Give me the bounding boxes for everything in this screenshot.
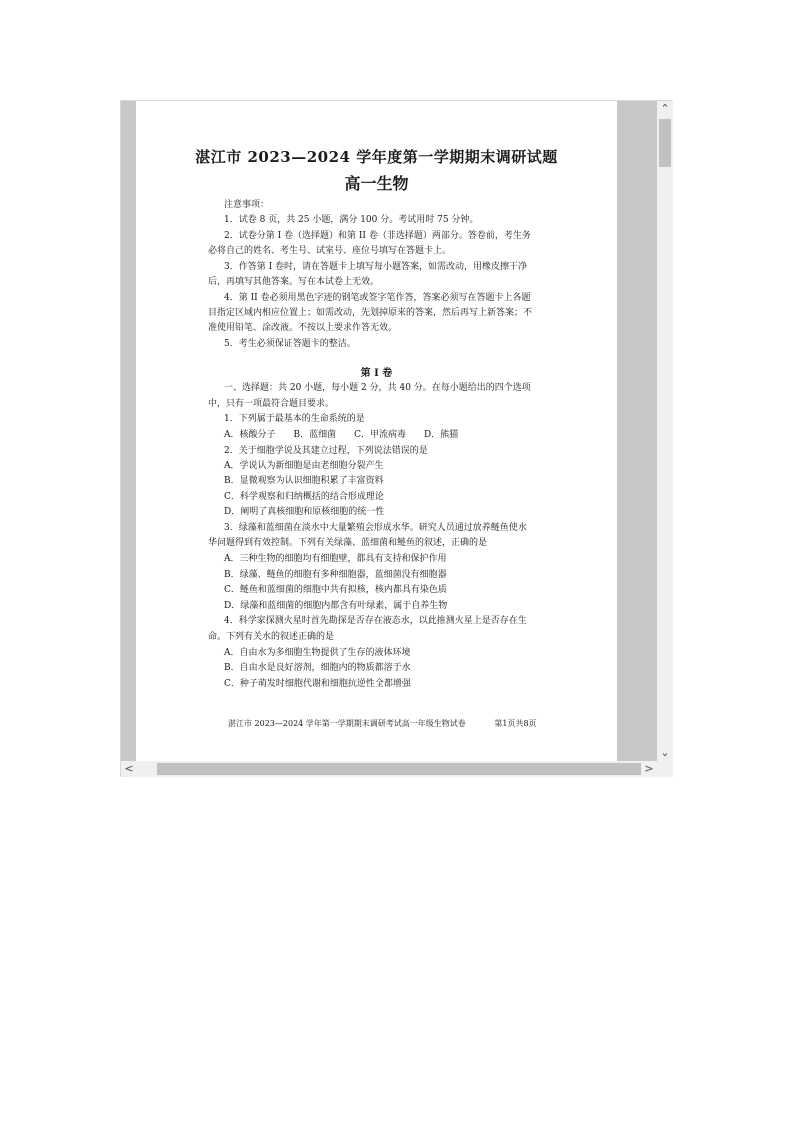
option-line: B．绿藻、鲢鱼的细胞有多种细胞器，蓝细菌没有细胞器 <box>224 570 447 580</box>
section-title: 第 I 卷 <box>360 368 393 379</box>
option-line: B．显微观察为认识细胞积累了丰富资料 <box>224 476 384 486</box>
section-intro: 中，只有一项最符合题目要求。 <box>208 399 335 409</box>
option-line: A．自由水为多细胞生物提供了生存的液体环境 <box>224 648 411 658</box>
scroll-left-icon[interactable]: < <box>124 762 134 775</box>
scrollbar-corner <box>657 761 673 777</box>
note-line: 4．第 II 卷必须用黑色字迹的钢笔或签字笔作答，答案必须写在答题卡上各题 <box>224 293 531 303</box>
note-line: 5．考生必须保证答题卡的整洁。 <box>224 339 356 349</box>
option-line: C．科学观察和归纳概括的结合形成理论 <box>224 492 384 502</box>
vertical-scroll-thumb[interactable] <box>659 119 671 167</box>
document-subtitle: 高一生物 <box>344 174 409 193</box>
viewer-gutter-right <box>617 101 657 761</box>
option-line: A．三种生物的细胞均有细胞壁，都具有支持和保护作用 <box>224 554 447 564</box>
option-line: A．学说认为新细胞是由老细胞分裂产生 <box>224 461 384 471</box>
vertical-scrollbar[interactable] <box>657 101 673 761</box>
option-line: C．鲢鱼和蓝细菌的细胞中共有拟核，核内都具有染色质 <box>224 585 447 595</box>
note-line: 目指定区域内相应位置上；如需改动，先划掉原来的答案，然后再写上新答案；不 <box>208 308 533 318</box>
document-viewer <box>120 100 673 777</box>
document-title: 湛江市 2023—2024 学年度第一学期期末调研试题 <box>195 148 558 166</box>
section-intro: 一、选择题：共 20 小题，每小题 2 分，共 40 分。在每小题给出的四个选项 <box>224 383 531 393</box>
note-line: 2．试卷分第 I 卷（选择题）和第 II 卷（非选择题）两部分。答卷前，考生务 <box>224 231 531 241</box>
note-line: 准使用铅笔、涂改液。不按以上要求作答无效。 <box>208 323 398 333</box>
footer-text: 湛江市 2023—2024 学年第一学期期末调研考试高一年级生物试卷 <box>228 719 466 728</box>
question-line: 2．关于细胞学说及其建立过程，下列说法错误的是 <box>224 446 428 456</box>
scroll-right-icon[interactable]: > <box>644 762 654 775</box>
option-line: C．种子萌发时细胞代谢和细胞抗逆性全都增强 <box>224 679 411 689</box>
option-line: A．核酸分子 B．蓝细菌 C．甲流病毒 D．熊猫 <box>224 430 459 440</box>
document-page <box>136 101 617 761</box>
option-line: D．阐明了真核细胞和原核细胞的统一性 <box>224 507 385 517</box>
scroll-up-icon[interactable]: ⌃ <box>660 102 670 115</box>
viewer-gutter-left <box>121 101 136 761</box>
note-line: 后，再填写其他答案。写在本试卷上无效。 <box>208 277 380 287</box>
page-footer <box>228 718 537 729</box>
question-line: 命。下列有关水的叙述正确的是 <box>208 632 335 642</box>
footer-page-number: 第1页共8页 <box>494 719 537 728</box>
option-line: D．绿藻和蓝细菌的细胞内都含有叶绿素，属于自养生物 <box>224 601 448 611</box>
question-line: 1．下列属于最基本的生命系统的是 <box>224 414 365 424</box>
scroll-down-icon[interactable]: ⌄ <box>660 746 670 759</box>
note-line: 必将自己的姓名、考生号、试室号、座位号填写在答题卡上。 <box>208 246 452 256</box>
note-line: 3．作答第 I 卷时，请在答题卡上填写每小题答案，如需改动，用橡皮擦干净 <box>224 262 528 272</box>
horizontal-scroll-thumb[interactable] <box>157 763 641 775</box>
question-line: 4．科学家探测火星时首先勘探是否存在液态水，以此推测火星上是否存在生 <box>224 616 527 626</box>
question-line: 华问题得到有效控制。下列有关绿藻、蓝细菌和鲢鱼的叙述，正确的是 <box>208 538 488 548</box>
question-line: 3．绿藻和蓝细菌在淡水中大量繁殖会形成水华。研究人员通过放养鲢鱼使水 <box>224 523 527 533</box>
option-line: B．自由水是良好溶剂，细胞内的物质都溶于水 <box>224 663 411 673</box>
notes-heading: 注意事项： <box>224 200 270 210</box>
note-line: 1．试卷 8 页，共 25 小题，满分 100 分。考试用时 75 分钟。 <box>224 215 479 225</box>
